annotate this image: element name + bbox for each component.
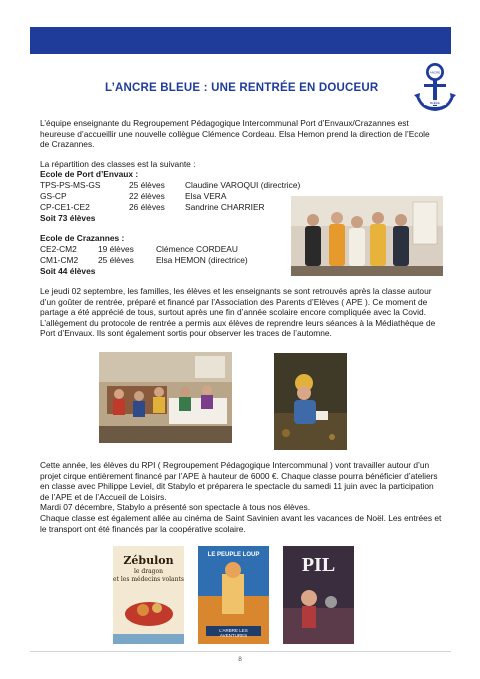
poster-tagline: et les médecins volants [113,576,184,583]
class-teacher: Elsa HEMON (directrice) [156,255,248,265]
class-count: 22 élèves [129,191,165,201]
school1-total: Soit 73 élèves [40,213,96,223]
autumn-outing-photo [274,353,347,450]
cinema-paragraph: Chaque classe est également allée au cinéma de Saint Savinien avant les vacances de Noël. Les entrées et le transport ont été financés par la coopérative scolaire. [40,513,442,534]
poster-title: LE PEUPLE LOUP [207,552,260,558]
page-number: 8 [238,656,242,663]
classroom-photo [99,352,232,443]
anchor-logo [412,62,458,114]
class-name: CE2-CM2 [40,244,77,254]
movie-poster [283,546,354,644]
class-count: 25 élèves [129,180,165,190]
class-teacher: Clémence CORDEAU [156,244,238,254]
movie-poster [113,546,184,644]
class-teacher: Elsa VERA [185,191,227,201]
school1-name: Ecole de Port d’Envaux : [40,169,139,179]
rentree-paragraph: Le jeudi 02 septembre, les familles, les élèves et les enseignants se sont retrouvés après la classe autour d’un goûter de rentrée, préparé et financé par l’Association des Parents d’Elèves ( APE ). Ce moment de partage a été apprécié de tous, surtout après une fin d’année scolaire encore compliquée avec la Covid. L’allègement du protocole de rentrée a permis aux élèves de reprendre leurs séances à la Médiathèque de Port d’Envaux. Ils sont également sortis pour observer les traces de l’automne. [40,286,436,339]
class-count: 26 élèves [129,202,165,212]
class-count: 19 élèves [98,244,134,254]
article-title: L’ANCRE BLEUE : UNE RENTRÉE EN DOUCEUR [105,82,379,94]
class-teacher: Sandrine CHARRIER [185,202,265,212]
teachers-photo [291,196,443,276]
repartition-label: La répartition des classes est la suivante : [40,159,196,169]
intro-paragraph: L’équipe enseignante du Regroupement Pédagogique Intercommunal Port d’Envaux/Crazannes est heureuse d’accueillir une nouvelle collègue Clémence Cordeau. Elsa Hemon prend la direction de l’Ecole de Crazannes. [40,118,430,150]
poster-title: Zébulon [123,554,174,567]
movie-poster [198,546,269,644]
header-band [30,27,451,54]
poster-subtitle: le dragon [134,568,163,575]
class-name: TPS-PS-MS-GS [40,180,101,190]
poster-subtitle: L’ARBRE LES AVENTURES [219,628,248,638]
stabylo-paragraph: Mardi 07 décembre, Stabylo a présenté son spectacle à tous nos élèves. [40,502,311,512]
cirque-paragraph: Cette année, les élèves du RPI ( Regroupement Pédagogique Intercommunal ) vont travailler autour d’un projet cirque entièrement financé par l’APE à hauteur de 6000 €. Chaque classe pourra bénéficier d’ateliers en classe avec Philippe Leviel, dit Stabylo et préparera le spectacle du samedi 11 juin avec la participation de l’APE et de l’Accueil de Loisirs. [40,460,438,502]
svg-text:BLEUE: BLEUE [430,101,440,105]
class-count: 25 élèves [98,255,134,265]
school2-name: Ecole de Crazannes : [40,233,125,243]
class-name: CP-CE1-CE2 [40,202,90,212]
class-name: GS-CP [40,191,67,201]
class-teacher: Claudine VAROQUI (directrice) [185,180,301,190]
school2-total: Soit 44 élèves [40,266,96,276]
svg-text:ANCRE: ANCRE [429,70,441,75]
class-name: CM1-CM2 [40,255,79,265]
poster-title: PIL [301,554,336,576]
footer-divider [30,651,451,652]
